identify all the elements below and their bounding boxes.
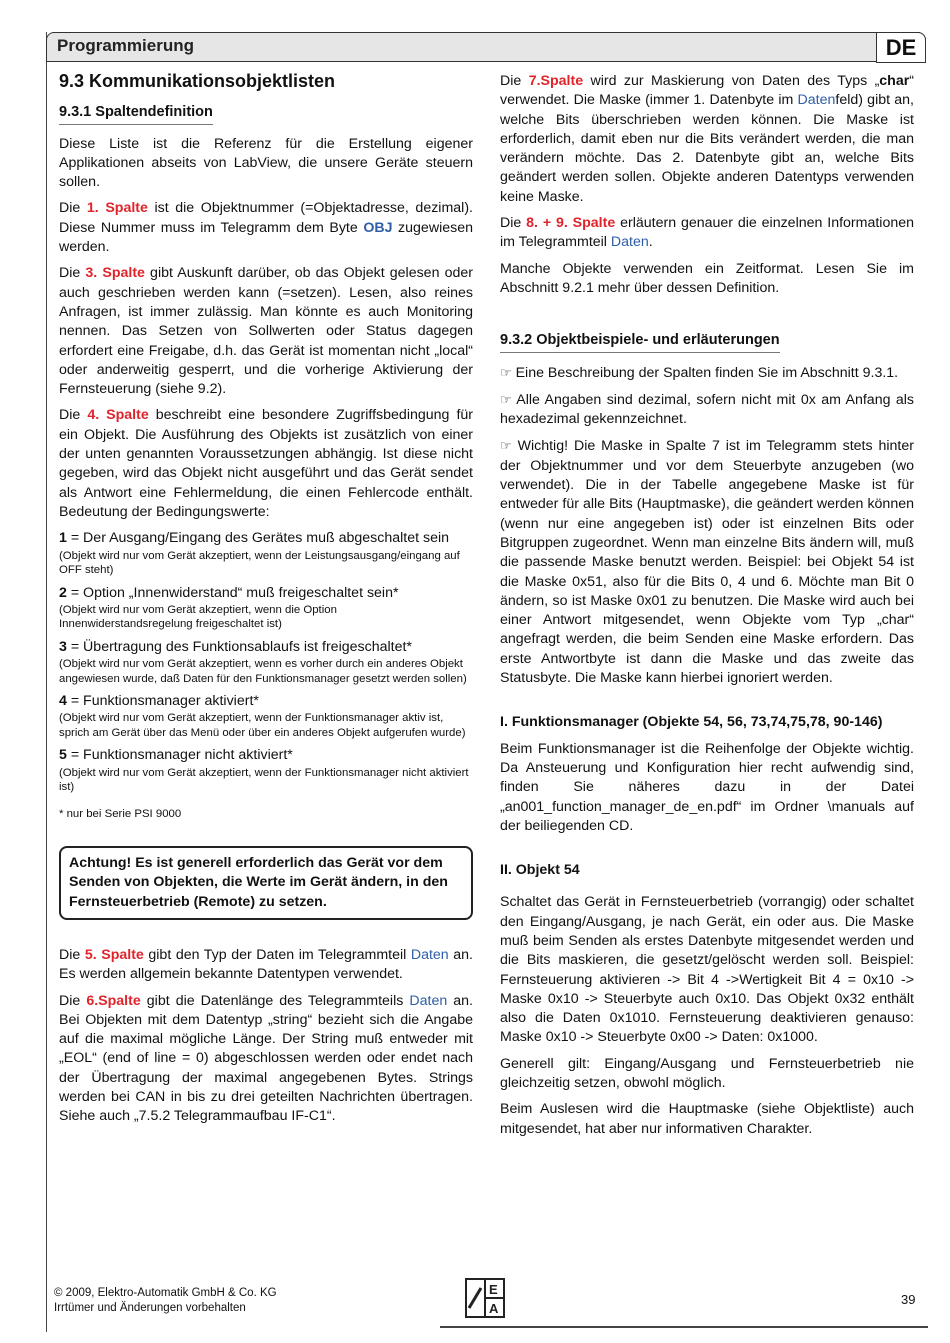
section-funktionsmanager-text: Beim Funktionsmanager ist die Reihenfolge der Objekte wichtig. Da Ansteuerung und Konfiguration hier recht aufwendig sind, finden Sie näheres dazu in der Datei „an001_function_manager_de_en.pdf“ im Ordner \manuals auf der beiliegenden CD. bbox=[500, 740, 914, 834]
paragraph-column-7: Die 7.Spalte wird zur Maskierung von Daten des Typs „char“ verwendet. Die Maske (immer 1. Datenbyte im Datenfeld) gibt an, welche Bits überschrieben werden können. Die Maske ist erforderlich, damit eben nur die Bits verändert werden, die man verändern möchte. Das 2. Datenbyte gibt an, welche Bits geändert werden sollen. Objekte anderen Datentyps verwenden keine Maske. bbox=[500, 73, 914, 205]
note-3: ☞ Wichtig! Die Maske in Spalte 7 ist im Telegramm stets hinter der Objektnummer und vor dem Steuerbyte anzugeben (wo verwendet). Die in der Tabelle angegebene Maske ist für entweder für alle Bits (Hauptmaske), die geändert werden können (wenn nur eine angegeben ist) oder ist einzelnen Bits oder Bitgruppen zugeordnet. Wenn man einzelne Bits ändern will, muß die passende Maske benutzt werden. Beispiel: bei Objekt 54 ist die Maske 0x51, also für die Bits 0, 4 und 6. Möchte man Bit 0 ändern, so ist Maske 0x01 zu benutzen. Die Maske wird auch bei einer Antwort mitgesendet, wenn Objekte vom Typ „char“ angefragt werden, die beim Senden eine Maske erfordern. Das erste Antwortbyte ist dann die Maske und das zweite das Statusbyte. Die Maske kann hierbei ignoriert werden. bbox=[500, 438, 914, 687]
condition-4: 4 = Funktionsmanager aktiviert* (Objekt wird nur vom Gerät akzeptiert, wenn der Funktionsmanager aktiv ist, sprich am Gerät über das Menü oder über ein anderes Objekt aufgerufen wurde) bbox=[59, 693, 466, 739]
condition-2: 2 = Option „Innenwiderstand“ muß freigeschaltet sein* (Objekt wird nur vom Gerät akzeptiert, wenn die Option Innenwiderstandsregelung freigeschaltet ist) bbox=[59, 584, 399, 631]
section-funktionsmanager-title: I. Funktionsmanager (Objekte 54, 56, 73,74,75,78, 90-146) bbox=[500, 714, 883, 731]
section-objekt-54-general: Generell gilt: Eingang/Ausgang und Fernsteuerbetrieb nie gleichzeitig setzen, obwohl möglich. bbox=[500, 1055, 914, 1092]
svg-text:A: A bbox=[489, 1301, 499, 1316]
condition-1: 1 = Der Ausgang/Eingang des Gerätes muß abgeschaltet sein (Objekt wird nur vom Gerät akzeptiert, wenn der Leistungsausgang/eingang auf OFF steht) bbox=[59, 530, 460, 577]
note-1: ☞ Eine Beschreibung der Spalten finden Sie im Abschnitt 9.3.1. bbox=[500, 364, 899, 381]
pointing-hand-icon: ☞ bbox=[500, 438, 512, 454]
pointing-hand-icon: ☞ bbox=[500, 364, 512, 380]
paragraph-column-5: Die 5. Spalte gibt den Typ der Daten im Telegrammteil Daten an. Es werden allgemein bekannte Datentypen verwendet. bbox=[59, 946, 473, 983]
subsection-title-spaltendefinition: 9.3.1 Spaltendefinition bbox=[59, 103, 213, 124]
paragraph-column-3: Die 3. Spalte gibt Auskunft darüber, ob das Objekt gelesen oder auch geschrieben werden kann (=setzen). Lesen, also reines Anfragen, ist immer zulässig. Man könnte es auch Monitoring nennen. Das Setzen von Sollwerten oder Status dagegen erfordert eine Freigabe, d.h. das Gerät ist momentan nicht „local“ oder anderweitig gesperrt, und die vorherige Aktivierung der Fernsteuerung (siehe 9.2). bbox=[59, 265, 473, 398]
warning-box: Achtung! Es ist generell erforderlich das Gerät vor dem Senden von Objekten, die Werte im Gerät ändern, in den Fernsteuerbetrieb (Remote) zu setzen. bbox=[59, 846, 473, 920]
header-title: Programmierung bbox=[57, 36, 194, 55]
section-objekt-54-readout: Beim Auslesen wird die Hauptmaske (siehe Objektliste) auch mitgesendet, hat aber nur informativen Charakter. bbox=[500, 1101, 914, 1137]
paragraph-column-4: Die 4. Spalte beschreibt eine besondere Zugriffsbedingung für ein Objekt. Die Ausführung des Objekts ist zusätzlich von einer der unten genannten Voraussetzungen abhängig. Ist diese nicht gegeben, wird das Objekt nicht ausgeführt und das Gerät sendet als Antwort eine Fehlermeldung, die einen Fehlercode enthält. Bedeutung der Bedingungswerte: bbox=[59, 407, 473, 520]
page-number: 39 bbox=[901, 1292, 916, 1307]
condition-3: 3 = Übertragung des Funktionsablaufs ist freigeschaltet* (Objekt wird nur vom Gerät akzeptiert, wenn es vorher durch ein anderes Objekt angewiesen wurde, daß Daten für den Funktionsmanager gesetzt werden sollen) bbox=[59, 638, 467, 685]
disclaimer: Irrtümer und Änderungen vorbehalten bbox=[54, 1302, 246, 1314]
paragraph-column-6: Die 6.Spalte gibt die Datenlänge des Telegrammteils Daten an. Bei Objekten mit dem Datentyp „string“ bezieht sich die Angabe auf die maximal mögliche Länge. Der String muß entweder mit „EOL“ (end of line = 0) abgeschlossen werden oder endet nach der Übertragung der maximal angegebenen Bytes. Strings werden bei CAN in bis zu drei geteilten Nachrichten übertragen. Siehe auch „7.5.2 Telegrammaufbau IF-C1“. bbox=[59, 992, 473, 1125]
intro-paragraph: Diese Liste ist die Referenz für die Erstellung eigener Applikationen abseits von LabView, die unsere Geräte steuern sollen. bbox=[59, 135, 473, 191]
section-objekt-54-title: II. Objekt 54 bbox=[500, 862, 580, 879]
left-column bbox=[59, 72, 473, 1134]
language-badge: DE bbox=[876, 32, 926, 63]
section-objekt-54-text: Schaltet das Gerät in Fernsteuerbetrieb (vorrangig) oder schaltet den Eingang/Ausgang, je nach Gerät, ein oder aus. Die Maske muß beim Senden als erstes Datenbyte mitgesendet werden und die Bits maskieren, die gesetzt/gelöscht werden soll. Beispiel: Fernsteuerung aktivieren -> Bit 4 ->Wertigkeit Bit 4 = 0x10 -> Maske 0x10 -> Steuerbyte auch 0x10. Das Objekt 0x32 enthält also die Daten 0x1010. Fernsteuerung deaktivieren genauso: Maske 0x10 -> Steuerbyte 0x00 -> Daten: 0x1000. bbox=[500, 894, 914, 1046]
svg-text:E: E bbox=[489, 1282, 498, 1297]
ea-logo-icon bbox=[465, 1278, 505, 1318]
note-2: ☞ Alle Angaben sind dezimal, sofern nicht mit 0x am Anfang als hexadezimal gekennzeichnet. bbox=[500, 391, 914, 428]
footer-rule bbox=[440, 1326, 928, 1328]
page-header bbox=[46, 32, 926, 62]
section-title: 9.3 Kommunikationsobjektlisten bbox=[59, 71, 336, 91]
footnote: * nur bei Serie PSI 9000 bbox=[59, 807, 182, 820]
right-column bbox=[500, 72, 914, 1146]
pointing-hand-icon: ☞ bbox=[500, 391, 512, 407]
subsection-title-objektbeispiele: 9.3.2 Objektbeispiele- und erläuterungen bbox=[500, 331, 780, 352]
copyright: © 2009, Elektro-Automatik GmbH & Co. KG bbox=[54, 1287, 277, 1299]
paragraph-column-8-9: Die 8. + 9. Spalte erläutern genauer die einzelnen Informationen im Telegrammteil Daten. bbox=[500, 215, 915, 251]
paragraph-column-1: Die 1. Spalte ist die Objektnummer (=Objektadresse, dezimal). Diese Nummer muss im Telegramm dem Byte OBJ zugewiesen werden. bbox=[59, 200, 473, 256]
footer-text bbox=[54, 1286, 277, 1316]
condition-5: 5 = Funktionsmanager nicht aktiviert* (Objekt wird nur vom Gerät akzeptiert, wenn der Funktionsmanager nicht aktiviert ist) bbox=[59, 747, 469, 794]
paragraph-time-format: Manche Objekte verwenden ein Zeitformat. Lesen Sie im Abschnitt 9.2.1 mehr über dessen Definition. bbox=[500, 260, 914, 296]
